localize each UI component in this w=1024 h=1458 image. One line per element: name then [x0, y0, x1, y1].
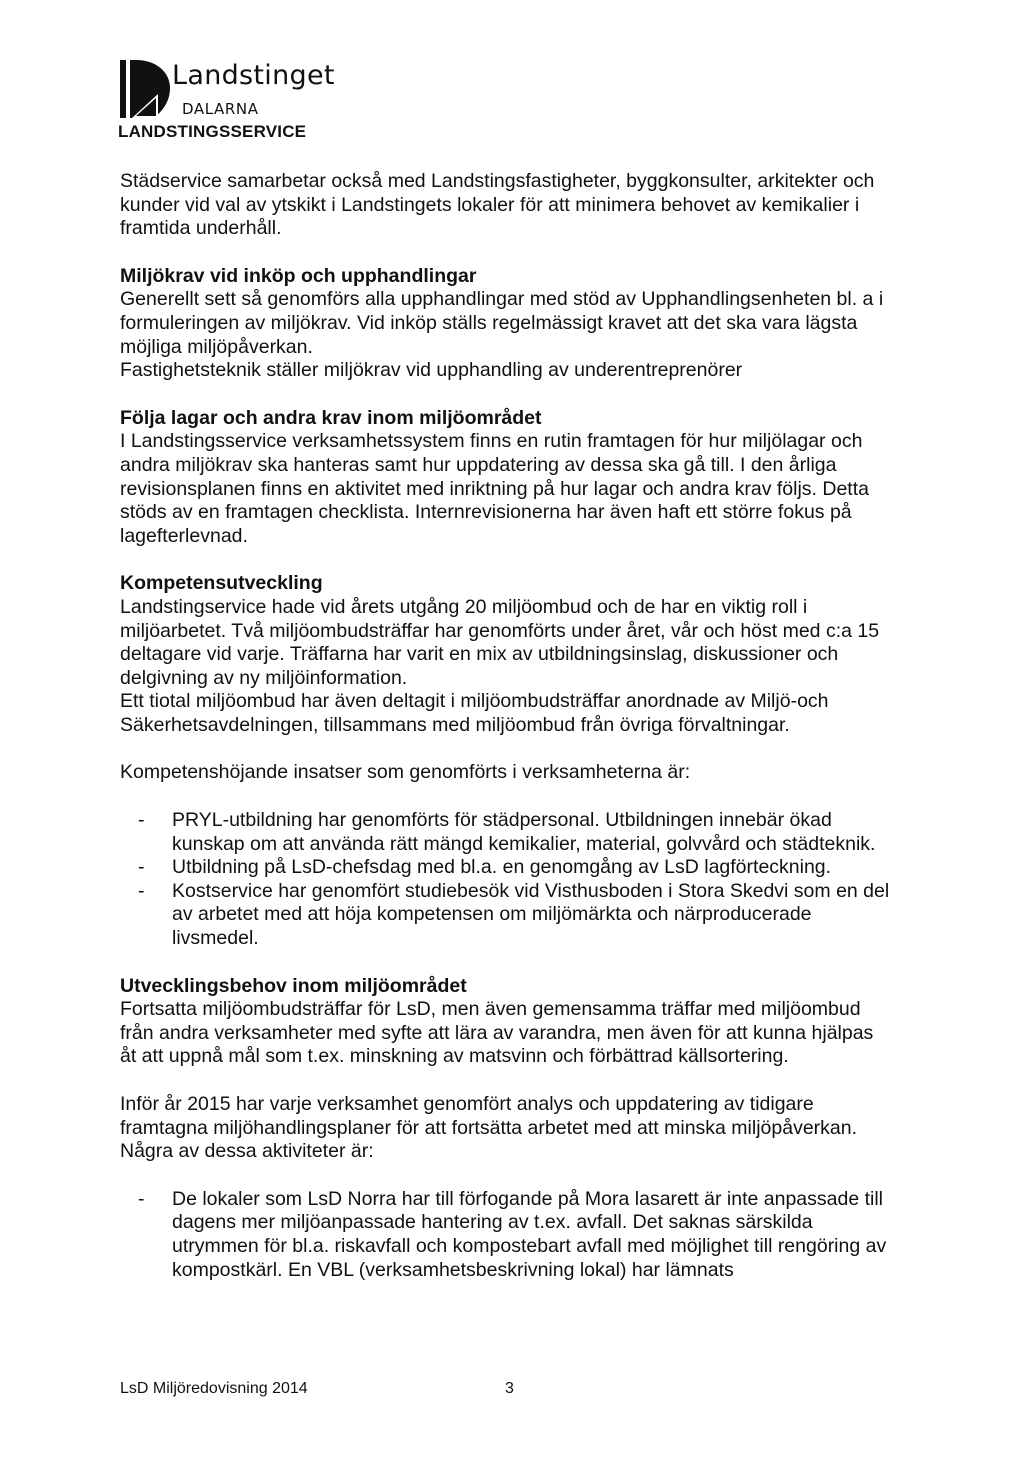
- list-item: - De lokaler som LsD Norra har till förfogande på Mora lasarett är inte anpassade till dagens mer miljöanpassade hantering av t.ex. avfall. Det saknas särskilda utrymmen för bl.a. riskavfall och kompostebart avfall med möjlighet till rengöring av kompostkärl. En VBL (verksamhetsbeskrivning lokal) har lämnats: [120, 1188, 890, 1282]
- kompetens-list-intro: Kompetenshöjande insatser som genomförts i verksamheterna är:: [120, 761, 691, 784]
- document-body: [120, 170, 890, 1282]
- heading-kompetens: Kompetensutveckling: [120, 572, 323, 595]
- org-region: DALARNA: [182, 100, 259, 118]
- paragraph-utveckling-2: Inför år 2015 har varje verksamhet genomfört analys och uppdatering av tidigare framtagna miljöhandlingsplaner för att fortsätta arbetet med att minska miljöpåverkan. Några av dessa aktiviteter är:: [120, 1093, 858, 1163]
- paragraph-miljokrav-2: Fastighetsteknik ställer miljökrav vid upphandling av underentreprenörer: [120, 359, 743, 382]
- list-item: - PRYL-utbildning har genomförts för städpersonal. Utbildningen innebär ökad kunskap om att använda rätt mängd kemikalier, material, golvvård och städteknik.: [120, 809, 890, 856]
- page-number: 3: [505, 1380, 514, 1397]
- department-name: LANDSTINGSSERVICE: [118, 122, 307, 141]
- paragraph-kompetens-1: Landstingservice hade vid årets utgång 20 miljöombud och de har en viktig roll i miljöarbetet. Två miljöombudsträffar har genomförts under året, vår och höst med c:a 15 deltagare vid varje. Träffarna har varit en mix av utbildningsinslag, diskussioner och delgivning av ny miljöinformation.: [120, 595, 880, 689]
- heading-miljokrav: Miljökrav vid inköp och upphandlingar: [120, 264, 477, 287]
- kompetens-list: [120, 809, 890, 951]
- footer-title: LsD Miljöredovisning 2014: [120, 1380, 308, 1397]
- paragraph-utveckling-1: Fortsatta miljöombudsträffar för LsD, men även gemensamma träffar med miljöombud från andra verksamheter med syfte att lära av varandra, men även för att kunna hjälpas åt att uppnå mål som t.ex. minskning av matsvinn och förbättrad källsortering.: [120, 998, 874, 1068]
- intro-paragraph: Städservice samarbetar också med Landstingsfastigheter, byggkonsulter, arkitekter och kunder vid val av ytskikt i Landstingets lokaler för att minimera behovet av kemikalier i framtida underhåll.: [120, 170, 875, 240]
- organization-logo: [118, 60, 378, 150]
- paragraph-kompetens-2: Ett tiotal miljöombud har även deltagit i miljöombudsträffar anordnade av Miljö-och Säkerhetsavdelningen, tillsammans med miljöombud från övriga förvaltningar.: [120, 690, 829, 736]
- list-item: - Utbildning på LsD-chefsdag med bl.a. en genomgång av LsD lagförteckning.: [120, 856, 890, 880]
- heading-lagar: Följa lagar och andra krav inom miljöområdet: [120, 406, 542, 429]
- paragraph-lagar: I Landstingsservice verksamhetssystem finns en rutin framtagen för hur miljölagar och andra miljökrav ska hanteras samt hur uppdatering av dessa ska gå till. I den årliga revisionsplanen finns en aktivitet med inriktning på hur lagar och andra krav följs. Detta stöds av en framtagen checklista. Internrevisionerna har även haft ett större fokus på lagefterlevnad.: [120, 430, 869, 547]
- utveckling-list: [120, 1188, 890, 1282]
- paragraph-miljokrav-1: Generellt sett så genomförs alla upphandlingar med stöd av Upphandlingsenheten bl. a i formuleringen av miljökrav. Vid inköp ställs regelmässigt kravet att det ska vara lägsta möjliga miljöpåverkan.: [120, 288, 884, 358]
- heading-utveckling: Utvecklingsbehov inom miljöområdet: [120, 974, 467, 997]
- org-name: Landstinget: [172, 60, 335, 91]
- list-item: - Kostservice har genomfört studiebesök vid Visthusboden i Stora Skedvi som en del av arbetet med att höja kompetensen om miljömärkta och närproducerade livsmedel.: [120, 880, 890, 951]
- landstinget-logo-icon: [118, 60, 170, 122]
